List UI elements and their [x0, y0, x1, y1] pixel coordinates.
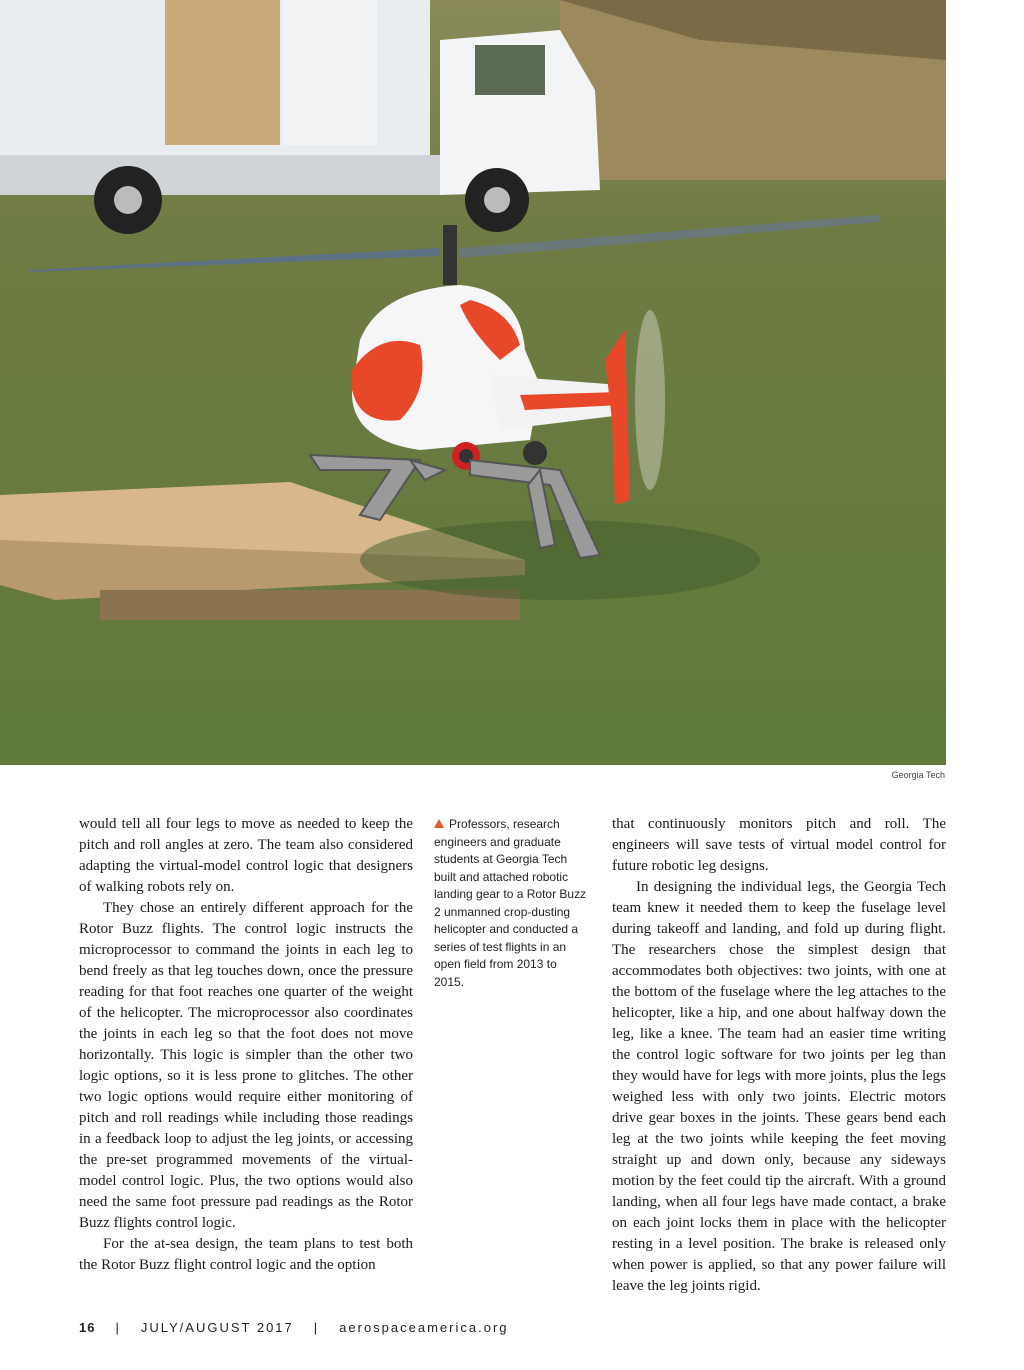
page-number: 16 [79, 1320, 96, 1335]
left-column [79, 814, 413, 1276]
paragraph: They chose an entirely different approach for the Rotor Buzz flights. The control logic instructs the microprocessor to command the joints in each leg to bend freely as that leg touches down, once the pressure reading for that foot reaches one quarter of the weight of the helicopter. The microprocessor also coordinates the joints in each leg so that the foot does not move horizontally. This logic is simpler than the other two logic options, so it is less prone to glitches. The other two logic options would require either monitoring of pitch and roll readings while including those readings in a feedback loop to adjust the leg joints, or accessing the pre-set programmed movements of the virtual-model control logic. Plus, the two options would also need the same foot pressure pad readings as the Rotor Buzz flights control logic. [79, 900, 413, 1231]
right-column [612, 814, 946, 1297]
photo-caption [434, 816, 590, 991]
page-footer [79, 1320, 509, 1335]
footer-separator: | [313, 1320, 320, 1335]
caption-text: Professors, research engineers and graduate students at Georgia Tech built and attached robotic landing gear to a Rotor Buzz 2 unmanned crop-dusting helicopter and conducted a series of test flights in an open field from 2013 to 2015. [434, 817, 587, 989]
paragraph: In designing the individual legs, the Georgia Tech team knew it needed them to keep the fuselage level during takeoff and landing, and fold up during flight. The researchers chose the simplest design that accommodates both objectives: two joints, with one at the bottom of the fuselage where the leg attaches to the helicopter, like a hip, and one about halfway down the leg, like a knee. The team had an easier time writing the control logic software for two joints per leg than they would have for legs with more joints, plus the legs weighed less with only two joints. Electric motors drive gear boxes in the joints. These gears bend each leg at the two joints while keeping the feet moving straight up and down only, because any sideways motion by the feet could tip the aircraft. With a ground landing, when all four legs have made contact, a brake on each joint locks them in place with the helicopter resting in a level position. The brake is released only when power is applied, so that any power failure will leave the leg joints rigid. [612, 879, 946, 1294]
website-link[interactable]: aerospaceamerica.org [339, 1320, 509, 1335]
paragraph: would tell all four legs to move as needed to keep the pitch and roll angles at zero. The team also considered adapting the virtual-model control logic that designers of walking robots rely on. [79, 816, 413, 895]
footer-separator: | [115, 1320, 121, 1335]
photo-credit: Georgia Tech [891, 770, 945, 780]
issue-date: JULY/AUGUST 2017 [140, 1320, 294, 1335]
triangle-icon [434, 819, 444, 828]
paragraph: that continuously monitors pitch and roll. The engineers will save tests of virtual model control for future robotic leg designs. [612, 816, 946, 874]
paragraph: For the at-sea design, the team plans to test both the Rotor Buzz flight control logic and the option [79, 1236, 413, 1273]
